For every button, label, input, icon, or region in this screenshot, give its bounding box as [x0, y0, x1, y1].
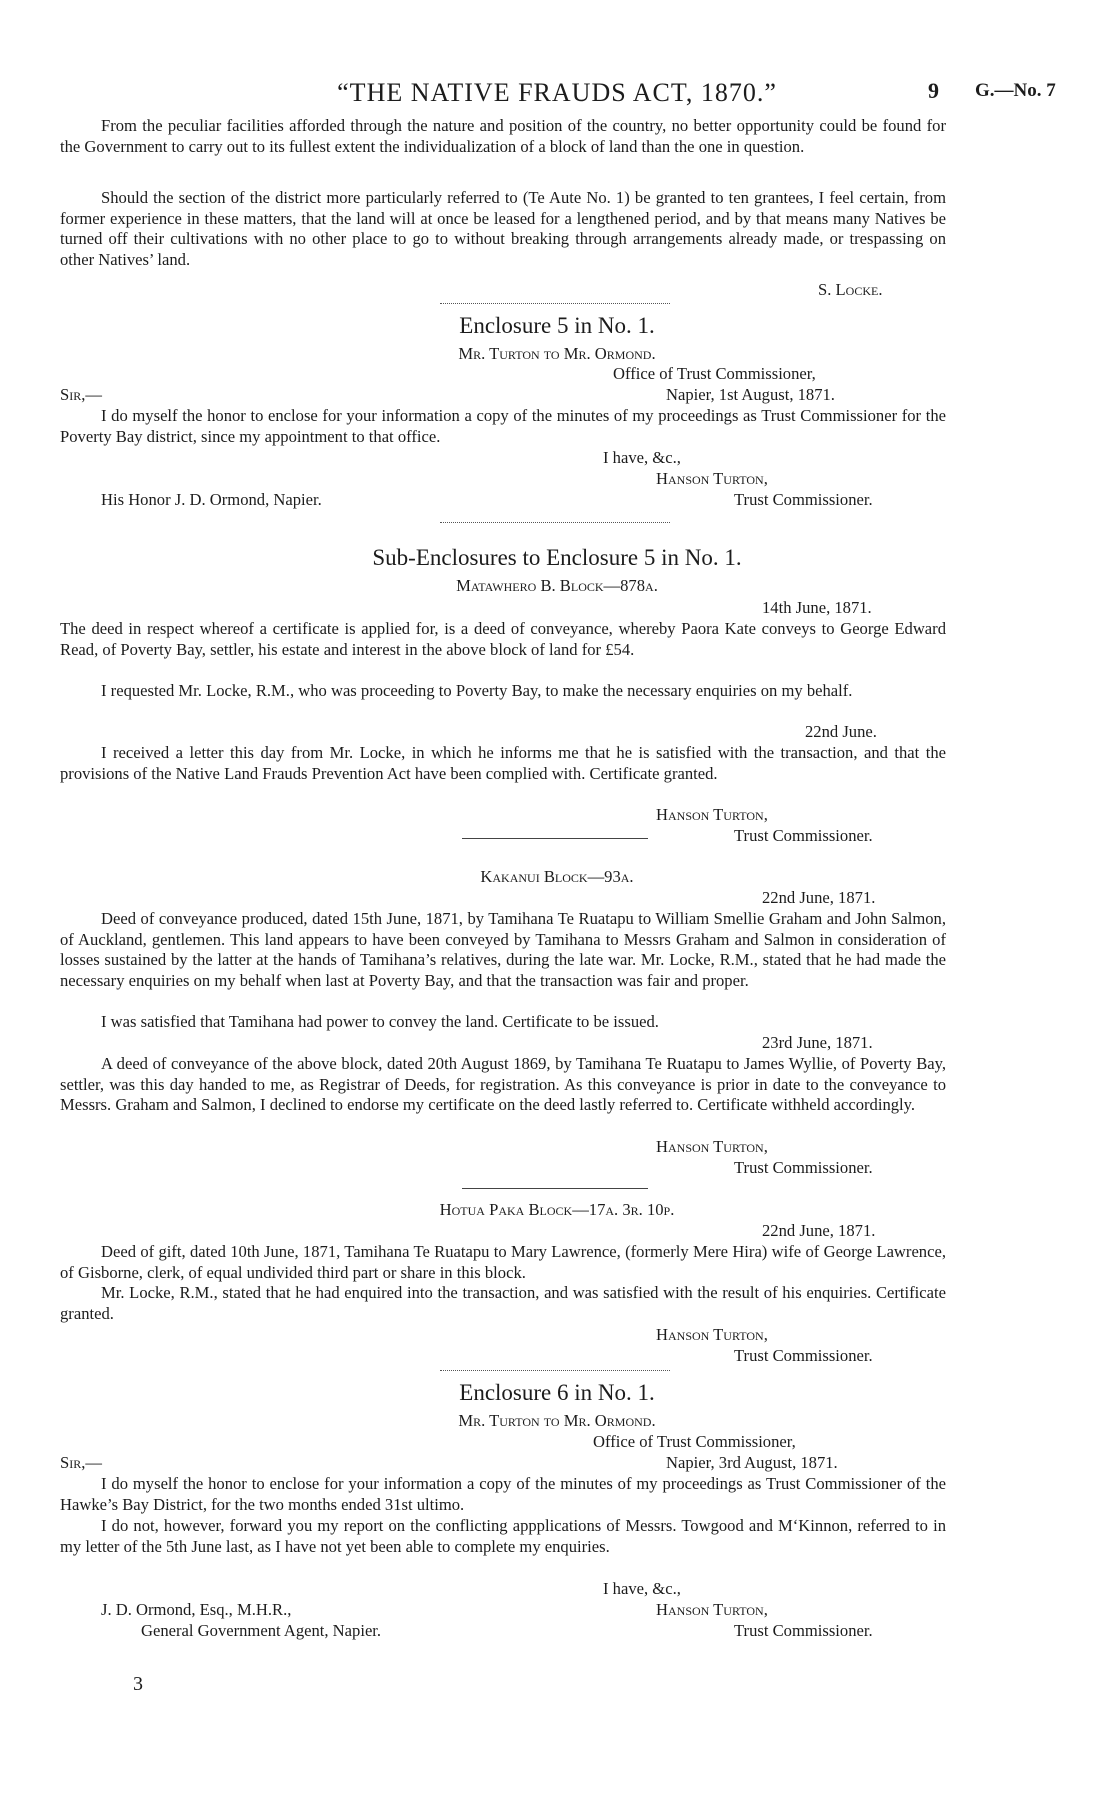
enclosure-6-signer: Hanson Turton, [656, 1600, 768, 1619]
hotua-paka-signer-title: Trust Commissioner. [734, 1346, 873, 1365]
kakanui-paragraph-3: A deed of conveyance of the above block, dated 20th August 1869, by Tamihana Te Ruatapu to James Wyllie, of Poverty Bay, settler, was this day handed to me, as Registrar of Deeds, for registration. As this conveyance is prior in date to the conveyance to Messrs. Graham and Salmon, I declined to endorse my certificate on the deed lastly referred to. Certificate withheld accordingly. [60, 1054, 946, 1115]
locke-paragraph-2: Should the section of the district more particularly referred to (Te Aute No. 1) be granted to ten grantees, I feel certain, from former experience in these matters, that the land will at once be leased for a lengthened period, and by that means many Natives be turned off their cultivations with no other place to go to without breaking through arrangements already made, or trespassing on other Natives’ land. [60, 188, 946, 269]
matawhero-block-title: Matawhero B. Block—878a. [456, 576, 658, 595]
matawhero-paragraph-3: I received a letter this day from Mr. Locke, in which he informs me that he is satisfied with the transaction, and that the provisions of the Native Land Frauds Prevention Act have been complied with. Certificate granted. [60, 743, 946, 783]
enclosure-5-signer-title: Trust Commissioner. [734, 490, 873, 509]
paper-reference: G.—No. 7 [975, 80, 1056, 101]
kakanui-date-2: 23rd June, 1871. [762, 1033, 873, 1052]
enclosure-6-paragraph-1: I do myself the honor to enclose for your information a copy of the minutes of my proceedings as Trust Commissioner of the Hawke’s Bay District, for the two months ended 31st ultimo. [60, 1474, 946, 1514]
kakanui-date-1: 22nd June, 1871. [762, 888, 876, 907]
matawhero-signer-title: Trust Commissioner. [734, 826, 873, 845]
matawhero-date-1: 14th June, 1871. [762, 598, 872, 617]
enclosure-6-salutation: Sir,— [60, 1453, 102, 1472]
kakanui-signer-title: Trust Commissioner. [734, 1158, 873, 1177]
enclosure-5-salutation: Sir,— [60, 385, 102, 404]
kakanui-signer: Hanson Turton, [656, 1137, 768, 1156]
signature-mark: 3 [133, 1673, 143, 1695]
enclosure-6-closing: I have, &c., [603, 1579, 681, 1598]
subenclosures-heading: Sub-Enclosures to Enclosure 5 in No. 1. [372, 545, 742, 570]
enclosure-5-subheading: Mr. Turton to Mr. Ormond. [458, 344, 656, 363]
section-divider [440, 522, 670, 524]
enclosure-5-signer: Hanson Turton, [656, 469, 768, 488]
enclosure-6-addressee-line-1: J. D. Ormond, Esq., M.H.R., [101, 1600, 292, 1619]
locke-paragraph-1: From the peculiar facilities afforded through the nature and position of the country, no better opportunity could be found for the Government to carry out to its fullest extent the individualization of a block of land than the one in question. [60, 116, 946, 156]
matawhero-paragraph-1: The deed in respect whereof a certificate is applied for, is a deed of conveyance, whereby Paora Kate conveys to George Edward Read, of Poverty Bay, settler, his estate and interest in the above block of land for £54. [60, 619, 946, 659]
locke-signature: S. Locke. [818, 280, 883, 299]
enclosure-6-paragraph-2: I do not, however, forward you my report on the conflicting appplications of Messrs. Towgood and M‘Kinnon, referred to in my letter of the 5th June last, as I have not yet been able to complete my enquiries. [60, 1516, 946, 1556]
enclosure-6-addressee-line-2: General Government Agent, Napier. [141, 1621, 382, 1640]
hotua-paka-date: 22nd June, 1871. [762, 1221, 876, 1240]
enclosure-5-body: I do myself the honor to enclose for your information a copy of the minutes of my proceedings as Trust Commissioner for the Poverty Bay district, since my appointment to that office. [60, 406, 946, 446]
hotua-paka-paragraph-1: Deed of gift, dated 10th June, 1871, Tamihana Te Ruatapu to Mary Lawrence, (formerly Mere Hira) wife of George Lawrence, of Gisborne, clerk, of equal undivided third part or share in this block. [60, 1242, 946, 1282]
section-divider [440, 303, 670, 305]
matawhero-date-2: 22nd June. [805, 722, 877, 741]
enclosure-5-office: Office of Trust Commissioner, [613, 364, 816, 383]
enclosure-6-office: Office of Trust Commissioner, [593, 1432, 796, 1451]
running-title: “THE NATIVE FRAUDS ACT, 1870.” [337, 78, 777, 107]
kakanui-paragraph-2: I was satisfied that Tamihana had power to convey the land. Certificate to be issued. [101, 1012, 659, 1031]
matawhero-signer: Hanson Turton, [656, 805, 768, 824]
enclosure-6-subheading: Mr. Turton to Mr. Ormond. [458, 1411, 656, 1430]
hotua-paka-block-title: Hotua Paka Block—17a. 3r. 10p. [439, 1200, 675, 1219]
enclosure-6-place-date: Napier, 3rd August, 1871. [666, 1453, 838, 1472]
enclosure-6-heading: Enclosure 6 in No. 1. [459, 1380, 655, 1405]
enclosure-5-place-date: Napier, 1st August, 1871. [666, 385, 835, 404]
enclosure-5-closing: I have, &c., [603, 448, 681, 467]
short-rule [462, 838, 648, 839]
kakanui-block-title: Kakanui Block—93a. [480, 867, 634, 886]
enclosure-5-heading: Enclosure 5 in No. 1. [459, 313, 655, 338]
kakanui-paragraph-1: Deed of conveyance produced, dated 15th June, 1871, by Tamihana Te Ruatapu to William Smellie Graham and John Salmon, of Auckland, gentlemen. This land appears to have been conveyed by Tamihana to Messrs Graham and Salmon in consideration of losses sustained by the latter at the hands of Tamihana’s relatives, during the late war. Mr. Locke, R.M., stated that he had made the necessary enquiries on my behalf when last at Poverty Bay, and that the transaction was fair and proper. [60, 909, 946, 990]
section-divider [440, 1370, 670, 1372]
hotua-paka-paragraph-2: Mr. Locke, R.M., stated that he had enquired into the transaction, and was satisfied with the result of his enquiries. Certificate granted. [60, 1283, 946, 1323]
matawhero-paragraph-2: I requested Mr. Locke, R.M., who was proceeding to Poverty Bay, to make the necessary enquiries on my behalf. [101, 681, 853, 700]
short-rule [462, 1188, 648, 1189]
enclosure-6-signer-title: Trust Commissioner. [734, 1621, 873, 1640]
page-number: 9 [928, 78, 939, 103]
hotua-paka-signer: Hanson Turton, [656, 1325, 768, 1344]
enclosure-5-addressee: His Honor J. D. Ormond, Napier. [101, 490, 322, 509]
